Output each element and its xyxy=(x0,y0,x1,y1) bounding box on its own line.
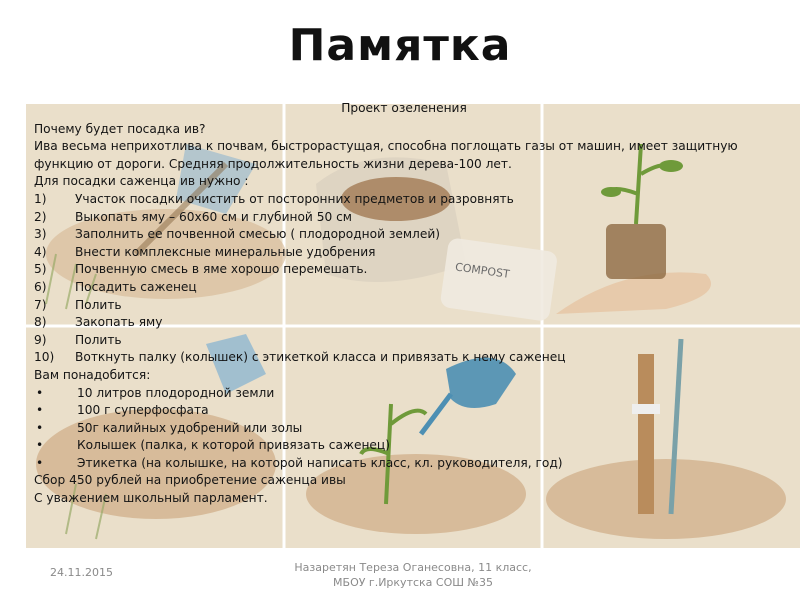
step-text: Заполнить ее почвенной смесью ( плодородной землей) xyxy=(75,227,441,242)
step-text: Воткнуть палку (колышек) с этикеткой класса и привязать к нему саженец xyxy=(75,350,566,365)
signature: С уважением школьный парламент. xyxy=(34,491,268,506)
memo-content xyxy=(34,100,774,508)
list-item xyxy=(34,420,774,438)
step-number: 9) xyxy=(34,332,47,347)
bullet-marker: • xyxy=(36,455,44,470)
list-item xyxy=(34,349,774,367)
step-text: Посадить саженец xyxy=(75,279,197,294)
step-text: Почвенную смесь в яме хорошо перемешать. xyxy=(75,262,368,277)
collection-note: Сбор 450 рублей на приобретение саженца ивы xyxy=(34,473,346,488)
list-item xyxy=(34,455,774,473)
list-item xyxy=(34,314,774,332)
list-item xyxy=(34,191,774,209)
step-number: 6) xyxy=(34,279,47,294)
list-item xyxy=(34,437,774,455)
step-text: Участок посадки очистить от посторонних предметов и разровнять xyxy=(75,191,514,206)
planting-steps-list xyxy=(34,191,774,367)
step-number: 7) xyxy=(34,297,47,312)
list-item xyxy=(34,261,774,279)
footer-date: 24.11.2015 xyxy=(50,566,113,579)
bullet-marker: • xyxy=(36,438,44,453)
supply-text: Колышек (палка, к которой привязать саженец) xyxy=(77,438,390,453)
list-item xyxy=(34,244,774,262)
bullet-marker: • xyxy=(36,420,44,435)
compost-bag-label: COMPOST xyxy=(454,260,511,281)
step-number: 4) xyxy=(34,244,47,259)
project-subtitle: Проект озеленения xyxy=(341,101,467,115)
list-item xyxy=(34,402,774,420)
supply-text: 10 литров плодородной земли xyxy=(77,385,275,400)
list-item xyxy=(34,209,774,227)
bullet-marker: • xyxy=(36,385,44,400)
needs-intro: Вам понадобится: xyxy=(34,367,151,382)
step-number: 1) xyxy=(34,191,47,206)
list-item xyxy=(34,279,774,297)
bullet-marker: • xyxy=(36,403,44,418)
step-number: 2) xyxy=(34,209,47,224)
list-item xyxy=(34,226,774,244)
step-text: Полить xyxy=(75,332,122,347)
supply-text: 100 г суперфосфата xyxy=(77,403,209,418)
question-line: Почему будет посадка ив? xyxy=(34,121,206,136)
step-text: Полить xyxy=(75,297,122,312)
willow-description: Ива весьма неприхотлива к почвам, быстрорастущая, способна поглощать газы от машин, имеет защитную функцию от дороги. Средняя продолжительность жизни дерева-100 лет. xyxy=(34,139,738,171)
footer-author: Назаретян Тереза Оганесовна, 11 класс, МБОУ г.Иркутска СОШ №35 xyxy=(294,561,532,589)
slide-title: Памятка xyxy=(288,20,512,71)
step-text: Выкопать яму – 60х60 см и глубиной 50 см xyxy=(75,209,352,224)
step-number: 3) xyxy=(34,227,47,242)
step-text: Закопать яму xyxy=(75,315,163,330)
step-number: 8) xyxy=(34,315,47,330)
supply-text: 50г калийных удобрений или золы xyxy=(77,420,303,435)
list-item xyxy=(34,332,774,350)
steps-intro: Для посадки саженца ив нужно : xyxy=(34,174,249,189)
supply-text: Этикетка (на колышке, на которой написать класс, кл. руководителя, год) xyxy=(77,455,563,470)
list-item xyxy=(34,385,774,403)
step-text: Внести комплексные минеральные удобрения xyxy=(75,244,376,259)
step-number: 5) xyxy=(34,262,47,277)
step-number: 10) xyxy=(34,350,55,365)
supplies-list xyxy=(34,385,774,473)
list-item xyxy=(34,297,774,315)
